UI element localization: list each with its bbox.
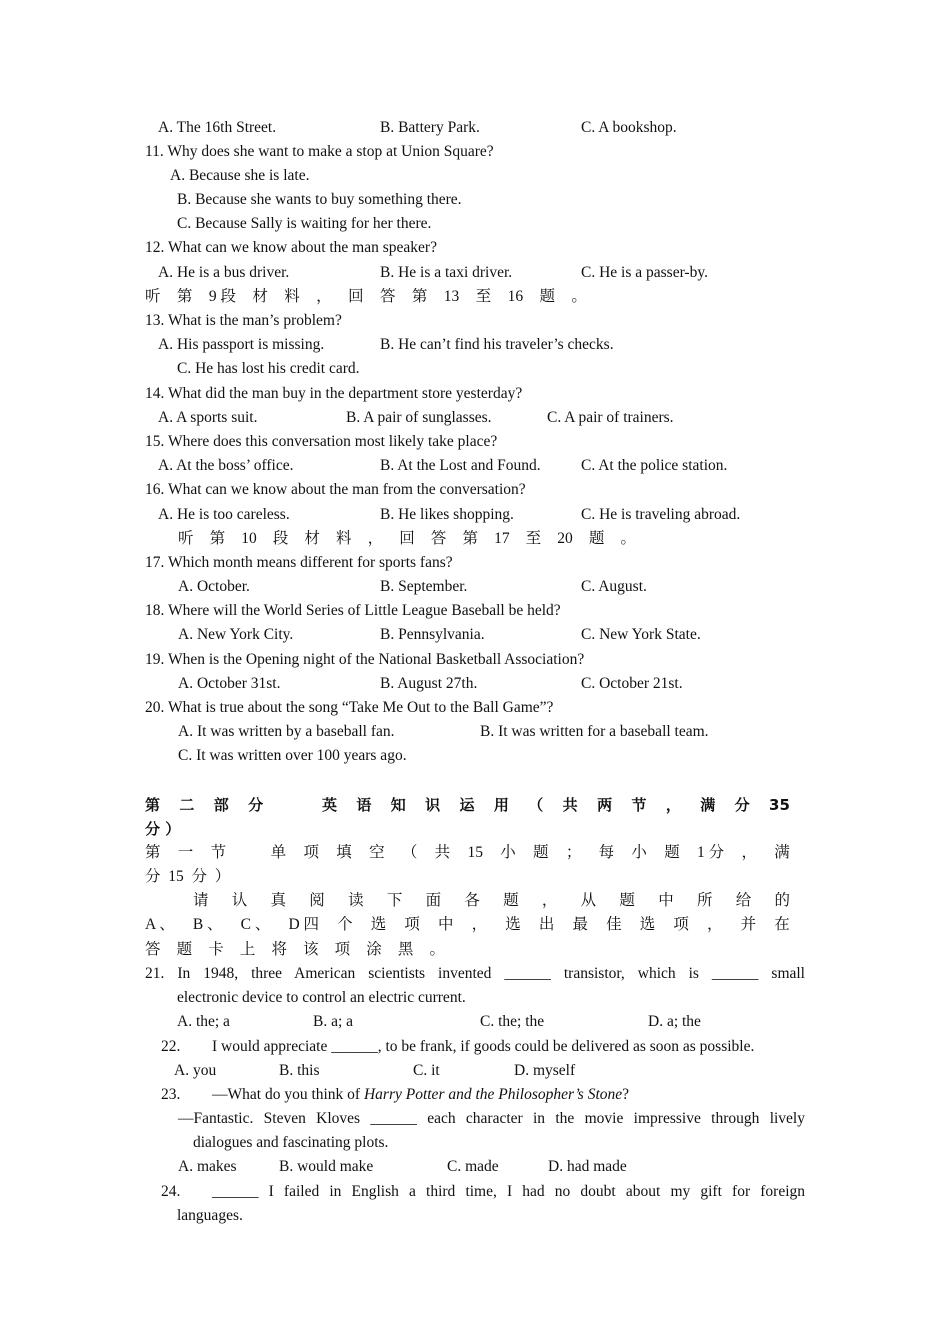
q23-number: 23. — [161, 1086, 181, 1103]
q12-option-c: C. He is a passer-by. — [581, 264, 708, 281]
instruction-line-3: 答 题 卡 上 将 该 项 涂 黑 。 — [145, 941, 445, 958]
section-9-instruction: 听 第 9 段 材 料 ， 回 答 第 13 至 16 题 。 — [145, 288, 587, 305]
q10-option-b: B. Battery Park. — [380, 119, 480, 136]
q23-option-c: C. made — [447, 1158, 499, 1175]
q17-option-a: A. October. — [178, 578, 250, 595]
instruction-line-1: 请 认 真 阅 读 下 面 各 题 ， 从 题 中 所 给 的 — [193, 892, 790, 909]
q22-text: I would appreciate ______, to be frank, if goods could be delivered as soon as possible. — [212, 1038, 755, 1055]
q16-stem: 16. What can we know about the man from the conversation? — [145, 481, 526, 498]
q24-number: 24. — [161, 1183, 181, 1200]
q20-option-c: C. It was written over 100 years ago. — [178, 747, 407, 764]
q21-option-d: D. a; the — [648, 1013, 701, 1030]
q17-stem: 17. Which month means different for sports fans? — [145, 554, 453, 571]
q23-suffix: ? — [622, 1086, 630, 1103]
q13-option-a: A. His passport is missing. — [158, 336, 325, 353]
q23-book-title: Harry Potter and the Philosopher’s Stone — [363, 1086, 623, 1103]
q17-option-b: B. September. — [380, 578, 468, 595]
q19-option-a: A. October 31st. — [178, 675, 281, 692]
q13-stem: 13. What is the man’s problem? — [145, 312, 342, 329]
section1-heading-end: 分 15 分 ） — [145, 868, 231, 885]
q23-prefix: —What do you think of — [212, 1086, 364, 1103]
q15-option-a: A. At the boss’ office. — [158, 457, 294, 474]
q23-option-b: B. would make — [279, 1158, 374, 1175]
q23-option-d: D. had made — [548, 1158, 627, 1175]
q18-option-b: B. Pennsylvania. — [380, 626, 485, 643]
q16-option-b: B. He likes shopping. — [380, 506, 514, 523]
instruction-line-2: A 、 B 、 C 、 D 四 个 选 项 中 ， 选 出 最 佳 选 项 ， 并 在 — [145, 916, 790, 933]
q14-option-b: B. A pair of sunglasses. — [346, 409, 492, 426]
q12-option-a: A. He is a bus driver. — [158, 264, 290, 281]
q23-question — [212, 1085, 629, 1105]
q21-line-2: electronic device to control an electric current. — [177, 989, 466, 1006]
q19-option-b: B. August 27th. — [380, 675, 478, 692]
q22-option-b: B. this — [279, 1062, 320, 1079]
q12-option-b: B. He is a taxi driver. — [380, 264, 513, 281]
q16-option-a: A. He is too careless. — [158, 506, 290, 523]
q11-option-b: B. Because she wants to buy something there. — [177, 191, 462, 208]
q13-option-b: B. He can’t find his traveler’s checks. — [380, 336, 614, 353]
q12-stem: 12. What can we know about the man speaker? — [145, 239, 437, 256]
q11-option-c: C. Because Sally is waiting for her there. — [177, 215, 432, 232]
q21-option-b: B. a; a — [313, 1013, 354, 1030]
q18-option-a: A. New York City. — [178, 626, 294, 643]
q18-stem: 18. Where will the World Series of Little League Baseball be held? — [145, 602, 561, 619]
q23-reply-line-2: dialogues and fascinating plots. — [193, 1134, 389, 1151]
q22-option-a: A. you — [174, 1062, 217, 1079]
q24-line-2: languages. — [177, 1207, 243, 1224]
q19-option-c: C. October 21st. — [581, 675, 683, 692]
q22-number: 22. — [161, 1038, 181, 1055]
q20-option-b: B. It was written for a baseball team. — [480, 723, 709, 740]
q21-line-1: 21. In 1948, three American scientists invented ______ transistor, which is ______ small — [145, 965, 805, 982]
q21-option-c: C. the; the — [480, 1013, 545, 1030]
q24-line-1: ______ I failed in English a third time, I had no doubt about my gift for foreign — [212, 1183, 805, 1200]
q20-stem: 20. What is true about the song “Take Me Out to the Ball Game”? — [145, 699, 554, 716]
q18-option-c: C. New York State. — [581, 626, 701, 643]
part2-heading-end: 分 ） — [145, 820, 181, 838]
q10-option-c: C. A bookshop. — [581, 119, 677, 136]
q14-stem: 14. What did the man buy in the department store yesterday? — [145, 385, 523, 402]
q20-option-a: A. It was written by a baseball fan. — [178, 723, 395, 740]
q11-option-a: A. Because she is late. — [170, 167, 310, 184]
q13-option-c: C. He has lost his credit card. — [177, 360, 360, 377]
section-10-instruction: 听 第 10 段 材 料 ， 回 答 第 17 至 20 题 。 — [178, 530, 636, 547]
q19-stem: 19. When is the Opening night of the National Basketball Association? — [145, 651, 585, 668]
q15-stem: 15. Where does this conversation most likely take place? — [145, 433, 498, 450]
q21-option-a: A. the; a — [177, 1013, 230, 1030]
q22-option-d: D. myself — [514, 1062, 576, 1079]
q10-option-a: A. The 16th Street. — [158, 119, 277, 136]
q14-option-c: C. A pair of trainers. — [547, 409, 674, 426]
q11-stem: 11. Why does she want to make a stop at Union Square? — [145, 143, 494, 160]
q23-option-a: A. makes — [178, 1158, 237, 1175]
q15-option-c: C. At the police station. — [581, 457, 728, 474]
q15-option-b: B. At the Lost and Found. — [380, 457, 541, 474]
section1-heading: 第 一 节 单 项 填 空 （ 共 15 小 题 ； 每 小 题 1 分 ， 满 — [145, 844, 790, 861]
part2-heading: 第 二 部 分 英 语 知 识 运 用 （ 共 两 节 ， 满 分 35 — [145, 796, 790, 814]
q14-option-a: A. A sports suit. — [158, 409, 258, 426]
q16-option-c: C. He is traveling abroad. — [581, 506, 741, 523]
q17-option-c: C. August. — [581, 578, 647, 595]
q23-reply-line-1: —Fantastic. Steven Kloves ______ each character in the movie impressive through lively — [178, 1110, 805, 1127]
q22-option-c: C. it — [413, 1062, 440, 1079]
